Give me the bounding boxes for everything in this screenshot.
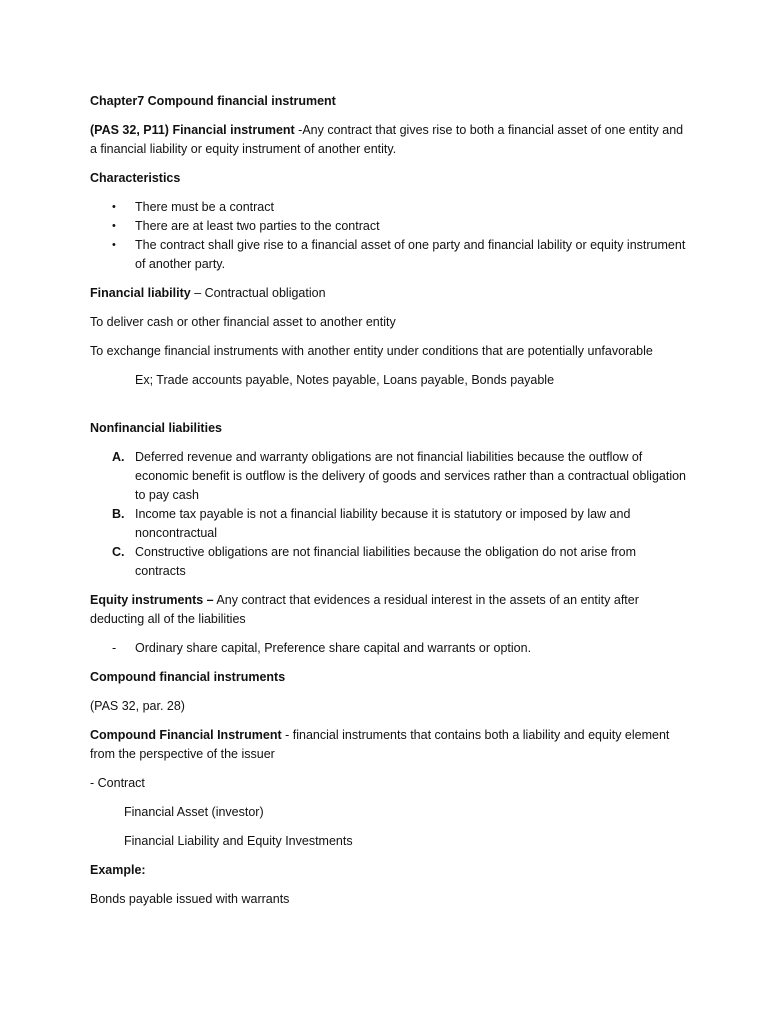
example-heading: Example: — [90, 863, 146, 877]
financial-liability-text: – Contractual obligation — [190, 286, 326, 300]
list-item — [90, 543, 690, 581]
list-item — [90, 639, 690, 658]
list-marker: C. — [112, 545, 125, 559]
characteristics-heading: Characteristics — [90, 171, 181, 185]
list-item — [90, 217, 690, 236]
list-item-text: Deferred revenue and warranty obligations are not financial liabilities because the outflow of economic benefit is outflow is the delivery of goods and services rather than a contractual obligation to pay cash — [135, 450, 687, 502]
definition-text: -Any contract that gives rise to both a financial asset of one entity and a financial liability or equity instrument of another entity. — [90, 123, 684, 156]
compound-contract: - Contract — [90, 776, 145, 790]
compound-reference: (PAS 32, par. 28) — [90, 699, 185, 713]
list-marker: B. — [112, 507, 125, 521]
characteristics-list — [90, 198, 690, 274]
list-item — [90, 236, 690, 274]
compound-text: - financial instruments that contains both a liability and equity element from the perspective of the issuer — [90, 728, 670, 761]
list-item-text: There must be a contract — [135, 200, 274, 214]
equity-list — [90, 639, 690, 658]
equity-text: Any contract that evidences a residual interest in the assets of an entity after deducting all of the liabilities — [90, 593, 639, 626]
list-item-text: Constructive obligations are not financial liabilities because the obligation do not arise from contracts — [135, 545, 636, 578]
bullet-icon: • — [112, 239, 116, 251]
financial-liability-line-1: To deliver cash or other financial asset to another entity — [90, 315, 396, 329]
bullet-icon: • — [112, 201, 116, 213]
document-page — [90, 92, 690, 919]
dash-marker: - — [112, 641, 117, 655]
nonfinancial-list — [90, 448, 690, 581]
document-title: Chapter7 Compound financial instrument — [90, 94, 336, 108]
financial-liability-example: Ex; Trade accounts payable, Notes payable, Loans payable, Bonds payable — [135, 373, 555, 387]
list-marker: A. — [112, 450, 125, 464]
compound-heading: Compound financial instruments — [90, 670, 286, 684]
compound-liability: Financial Liability and Equity Investments — [124, 834, 353, 848]
nonfinancial-heading: Nonfinancial liabilities — [90, 421, 222, 435]
list-item-text: There are at least two parties to the contract — [135, 219, 380, 233]
list-item-text: Income tax payable is not a financial liability because it is statutory or imposed by law and noncontractual — [135, 507, 631, 540]
example-text: Bonds payable issued with warrants — [90, 892, 290, 906]
financial-liability-line-2: To exchange financial instruments with another entity under conditions that are potentially unfavorable — [90, 344, 653, 358]
list-item-text: The contract shall give rise to a financial asset of one party and financial lability or equity instrument of another party. — [135, 238, 686, 271]
list-item-text: Ordinary share capital, Preference share capital and warrants or option. — [135, 641, 532, 655]
spacer — [90, 400, 690, 419]
bullet-icon: • — [112, 220, 116, 232]
financial-liability-definition — [90, 284, 690, 303]
list-item — [90, 505, 690, 543]
equity-definition — [90, 591, 690, 629]
compound-asset: Financial Asset (investor) — [124, 805, 264, 819]
compound-definition — [90, 726, 690, 764]
list-item — [90, 198, 690, 217]
financial-instrument-definition — [90, 121, 690, 159]
definition-label: (PAS 32, P11) Financial instrument — [90, 123, 295, 137]
compound-label: Compound Financial Instrument — [90, 728, 282, 742]
list-item — [90, 448, 690, 505]
financial-liability-label: Financial liability — [90, 286, 191, 300]
equity-label: Equity instruments – — [90, 593, 214, 607]
